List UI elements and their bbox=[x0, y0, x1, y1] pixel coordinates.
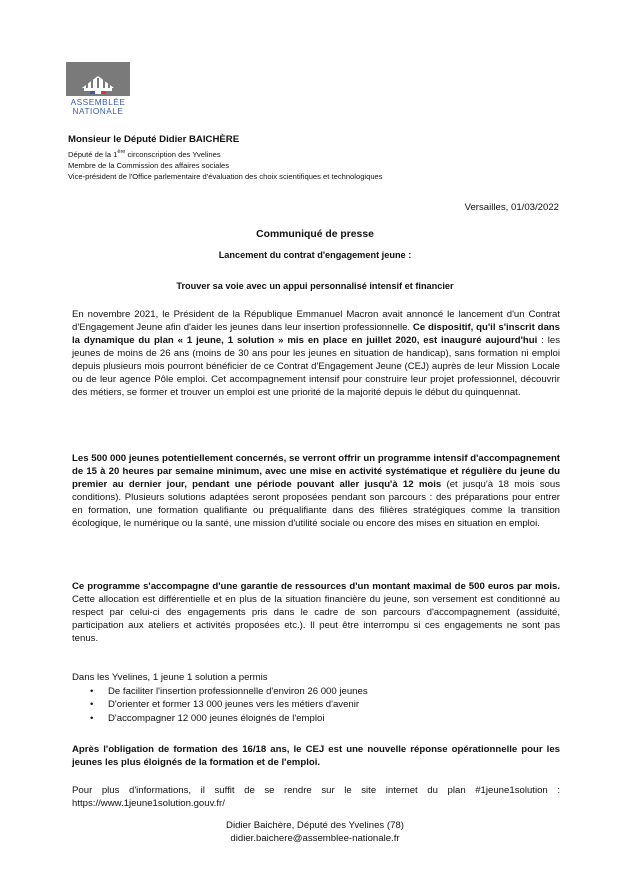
bullet-icon: • bbox=[90, 712, 94, 724]
deputy-commission: Membre de la Commission des affaires sociales bbox=[68, 161, 230, 170]
deputy-header bbox=[68, 134, 568, 182]
bullet-icon: • bbox=[90, 699, 94, 710]
constituency-ordinal: ère bbox=[117, 149, 126, 155]
paragraph-allocation bbox=[72, 580, 560, 645]
p1-part-d: Cet accompagnement intensif pour construire leur projet professionnel, découvrir des métiers, se former et trouver un emploi est une priorité de la majorité depuis le début du quinquennat. bbox=[72, 374, 560, 398]
signature-email: didier.baichere@assemblee-nationale.fr bbox=[230, 833, 400, 844]
constituency-suffix: circonscription des Yvelines bbox=[125, 150, 221, 159]
document-subtitle-2: Trouver sa voie avec un appui personnalisé intensif et financier bbox=[176, 281, 454, 291]
hemicycle-icon bbox=[66, 62, 130, 96]
list-item bbox=[72, 712, 560, 726]
p1-part-c: : les jeunes de moins de 26 ans (moins de 30 ans pour les jeunes en situation de handicap), sans formation ni emploi depuis plusieurs mois pourront bénéficier de ce Contrat d'Engagement Jeune (CEJ) auprès de leur Mission Locale ou de leur agence Pôle emploi. bbox=[72, 335, 560, 385]
paragraph-intro bbox=[72, 308, 560, 399]
p1-part-b: Ce dispositif, qu'il s'inscrit dans la dynamique du plan « 1 jeune, 1 solution » mis en place en juillet 2020, est inauguré aujourd'hui bbox=[72, 322, 560, 346]
deputy-office: Vice-président de l'Office parlementaire d'évaluation des choix scientifiques et technologiques bbox=[68, 172, 383, 181]
signature-name: Didier Baichère, Député des Yvelines (78) bbox=[226, 820, 404, 831]
logo-text-line1: ASSEMBLÉE bbox=[70, 97, 126, 107]
p2-part-a: Les 500 000 jeunes potentiellement concernés, se verront offrir un programme intensif d'accompagnement de 15 à 20 heures par semaine minimum, avec une mise en activité systématique et régulière du jeune du premier au dernier jour, pendant une période pouvant aller jusqu'à 12 mois bbox=[72, 453, 560, 490]
p3-part-a: Ce programme s'accompagne d'une garantie de ressources d'un montant maximal de 500 euros par mois. bbox=[72, 581, 560, 592]
bullet-icon: • bbox=[90, 685, 94, 697]
list-item-text: D'accompagner 12 000 jeunes éloignés de l'emploi bbox=[108, 712, 325, 724]
list-item-text: D'orienter et former 13 000 jeunes vers les métiers d'avenir bbox=[108, 699, 360, 710]
list-intro: Dans les Yvelines, 1 jeune 1 solution a permis bbox=[72, 672, 268, 683]
constituency-prefix: Député de la 1 bbox=[68, 150, 118, 159]
yvelines-results bbox=[72, 671, 560, 725]
list-item-text: De faciliter l'insertion professionnelle d'environ 26 000 jeunes bbox=[108, 685, 368, 697]
document-subtitle-1: Lancement du contrat d'engagement jeune : bbox=[218, 250, 412, 260]
logo-text-line2: NATIONALE bbox=[72, 106, 124, 116]
deputy-constituency bbox=[68, 149, 568, 160]
deputy-name: Monsieur le Député Didier BAICHÈRE bbox=[68, 134, 240, 145]
list-item bbox=[72, 698, 560, 712]
paragraph-conclusion: Après l'obligation de formation des 16/18 ans, le CEJ est une nouvelle réponse opérationnelle pour les jeunes les plus éloignés de la formation et de l'emploi. bbox=[72, 744, 560, 768]
p1-part-a: En novembre 2021, le Président de la République Emmanuel Macron avait annoncé le lancement d'un Contrat d'Engagement Jeune afin d'aider les jeunes dans leur insertion professionnelle. bbox=[72, 309, 560, 333]
list-item bbox=[72, 685, 560, 699]
p3-part-b: Cette allocation est différentielle et en plus de la situation financière du jeune, son versement est conditionné au respect par celui-ci des engagements pris dans le cadre de son parcours d'accompagnement (assiduité, participation aux ateliers et activités proposées etc.). Il peut être interrompu si ces engagements ne sont pas tenus. bbox=[72, 594, 560, 644]
p2-part-b: (et jusqu'à 18 mois sous conditions). Plusieurs solutions adaptées seront proposées pendant son parcours : des préparations pour entrer en formation, une formation qualifiante ou préqualifiante dans des filières stratégiques comme la transition écologique, le numérique ou la santé, une mission d'utilité sociale ou encore des mises en situation en emploi. bbox=[72, 479, 560, 529]
hemicycle-emblem bbox=[66, 62, 130, 96]
paragraph-more-info: Pour plus d'informations, il suffit de se rendre sur le site internet du plan #1jeune1solution : https://www.1jeune1solution.gouv.fr/ bbox=[72, 785, 560, 809]
assemblee-nationale-logo bbox=[66, 62, 130, 124]
document-title: Communiqué de presse bbox=[256, 229, 374, 240]
release-date: Versailles, 01/03/2022 bbox=[464, 202, 559, 213]
paragraph-program bbox=[72, 452, 560, 530]
